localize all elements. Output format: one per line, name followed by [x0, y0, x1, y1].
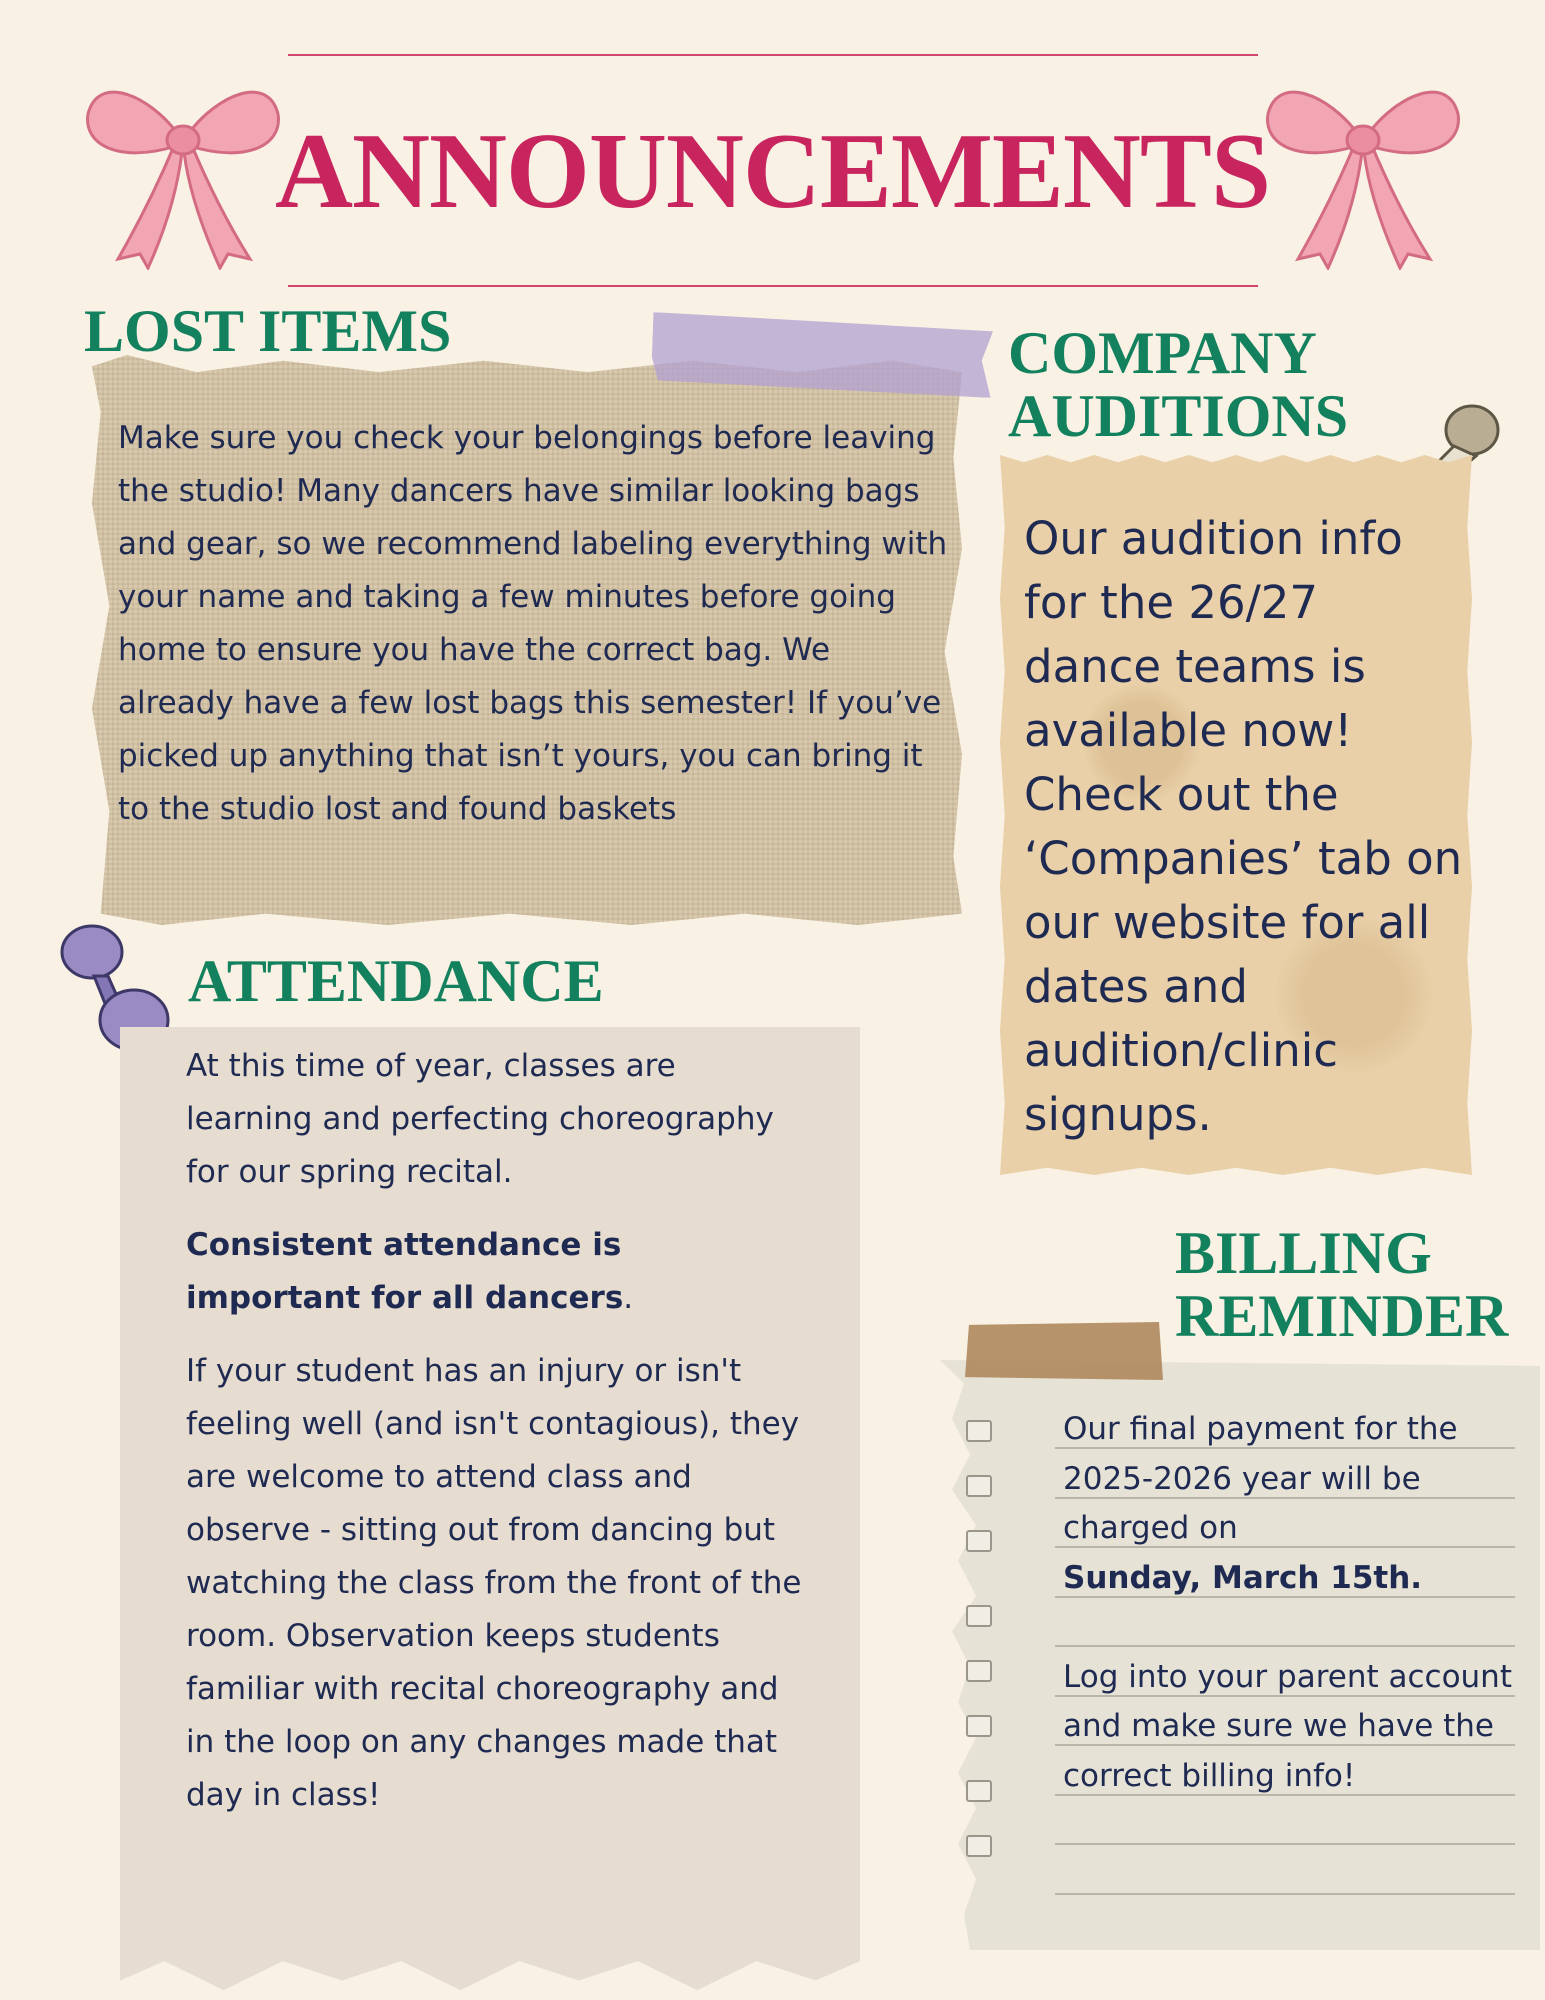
attendance-paragraph-3: If your student has an injury or isn't feeling well (and isn't contagious), they are welcome to attend class and observe - sitting out from dancing but watching the class from the front of the room. Observation keeps students familiar with recital choreography and in the loop on any changes made that day in class! — [186, 1353, 802, 1813]
binder-hole — [966, 1780, 992, 1802]
billing-date: Sunday, March 15th. — [1063, 1559, 1423, 1596]
header-rule-top — [288, 54, 1258, 56]
company-auditions-body: Our audition info for the 26/27 dance teams is available now! Check out the ‘Companies’ tab on our website for all dates and audition/clinic signups. — [1024, 512, 1463, 1141]
ruled-line — [1055, 1893, 1515, 1895]
lost-items-body: Make sure you check your belongings before leaving the studio! Many dancers have similar looking bags and gear, so we recommend labeling everything with your name and taking a few minutes before going home to ensure you have the correct bag. We already have a few lost bags this semester! If you’ve picked up anything that isn’t yours, you can bring it to the studio lost and found baskets — [118, 420, 948, 827]
attendance-heading: ATTENDANCE — [188, 948, 604, 1014]
binder-hole — [966, 1660, 992, 1682]
billing-line-1: Our final payment for the 2025-2026 year will be charged on — [1063, 1411, 1458, 1546]
page-title: ANNOUNCEMENTS — [274, 112, 1271, 231]
brown-tape — [965, 1322, 1163, 1380]
attendance-body — [186, 1040, 806, 1842]
binder-hole — [966, 1715, 992, 1737]
lost-items-heading: LOST ITEMS — [84, 298, 452, 364]
company-auditions-heading: COMPANY AUDITIONS — [1008, 320, 1349, 449]
billing-heading: BILLING REMINDER — [1175, 1220, 1509, 1349]
billing-spacer — [1063, 1603, 1533, 1653]
binder-hole — [966, 1420, 992, 1442]
ruled-line — [1055, 1843, 1515, 1845]
attendance-paragraph-1: At this time of year, classes are learning and perfecting choreography for our spring recital. — [186, 1048, 774, 1190]
billing-body — [1063, 1405, 1533, 1801]
billing-line-2: Log into your parent account and make sure we have the correct billing info! — [1063, 1658, 1512, 1794]
attendance-emphasis: Consistent attendance is important for all dancers. — [186, 1227, 634, 1316]
header-rule-bottom — [288, 285, 1258, 287]
binder-hole — [966, 1835, 992, 1857]
binder-hole — [966, 1605, 992, 1627]
binder-hole — [966, 1530, 992, 1552]
binder-hole — [966, 1475, 992, 1497]
